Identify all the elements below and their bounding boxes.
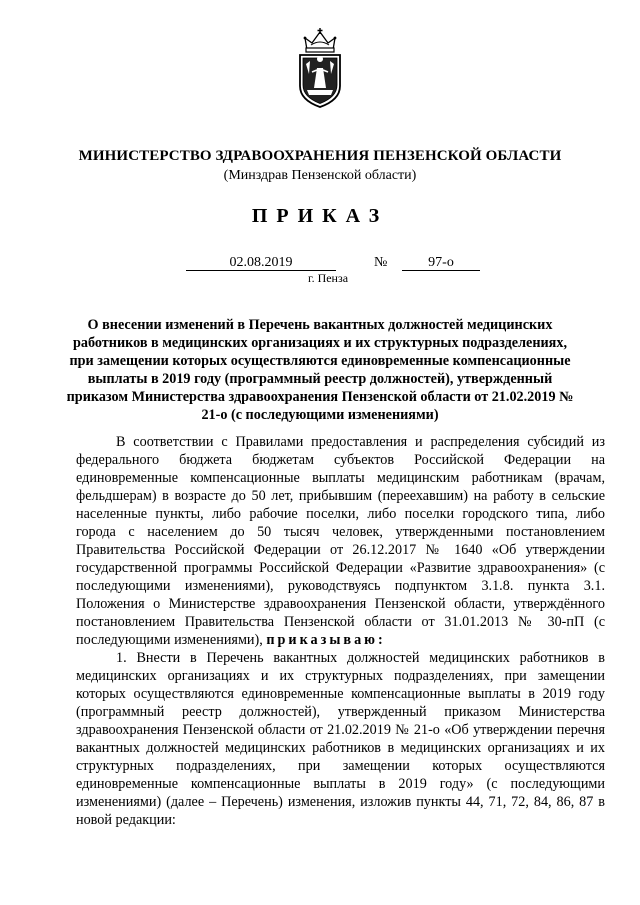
order-date: 02.08.2019 xyxy=(186,255,336,271)
order-heading: О внесении изменений в Перечень вакантных должностей медицинских работников в медицинских организациях и их структурных подразделениях, при замещении которых осуществляются единовременные компенсационные выплаты в 2019 году (программный реестр должностей), утвержденный приказом Министерства здравоохранения Пензенской области от 21.02.2019 № 21-о (с последующими изменениями) xyxy=(66,317,574,423)
coat-of-arms-icon xyxy=(291,28,349,110)
crown-icon xyxy=(304,28,337,52)
item-1-paragraph: 1. Внести в Перечень вакантных должностей медицинских работников в медицинских организациях и их структурных подразделениях, при замещении которых осуществляются единовременные компенсационные выплаты в 2019 году (программный реестр должностей), утвержденный приказом Министерства здравоохранения Пензенской области от 21.02.2019 № 21-о «Об утверждении перечня вакантных должностей медицинских работников в медицинских организациях и их структурных подразделениях, при замещении которых осуществляются единовременные компенсационные выплаты в 2019 году» (с последующими изменениями) (далее – Перечень) изменения, изложив пункты 44, 71, 72, 84, 86, 87 в новой редакции: xyxy=(76,650,605,828)
ministry-name: МИНИСТЕРСТВО ЗДРАВООХРАНЕНИЯ ПЕНЗЕНСКОЙ ОБЛАСТИ xyxy=(78,148,562,164)
order-word: приказываю xyxy=(266,632,379,648)
number-sign: № xyxy=(374,255,388,270)
ministry-short-name: (Минздрав Пензенской области) xyxy=(223,168,417,183)
document-type-title: ПРИКАЗ xyxy=(251,205,389,227)
intro-text: В соответствии с Правилами предоставления и распределения субсидий из федерального бюджета бюджетам субъектов Российской Федерации на единовременные компенсационные выплаты медицинским работникам (врачам, фельдшерам) в возрасте до 50 лет, прибывшим (переехавшим) на работу в сельские населенные пункты, либо рабочие поселки, либо поселки городского типа, либо города с населением до 50 тысяч человек, утвержденными постановлением Правительства Российской Федерации от 26.12.2017 № 1640 «Об утверждении государственной программы Российской Федерации «Развитие здравоохранения» (с последующими изменениями), руководствуясь подпунктом 3.1.8. пункта 3.1. Положения о Министерстве здравоохранения Пензенской области, утверждённого постановлением Правительства Пензенской области от 31.01.2013 № 30-пП (с последующими изменениями), xyxy=(76,434,605,648)
shield-icon xyxy=(300,55,340,107)
intro-paragraph xyxy=(76,433,605,649)
order-number: 97-о xyxy=(402,255,480,271)
order-colon: : xyxy=(378,632,383,648)
order-body xyxy=(76,433,605,829)
city-label: г. Пенза xyxy=(308,271,349,285)
